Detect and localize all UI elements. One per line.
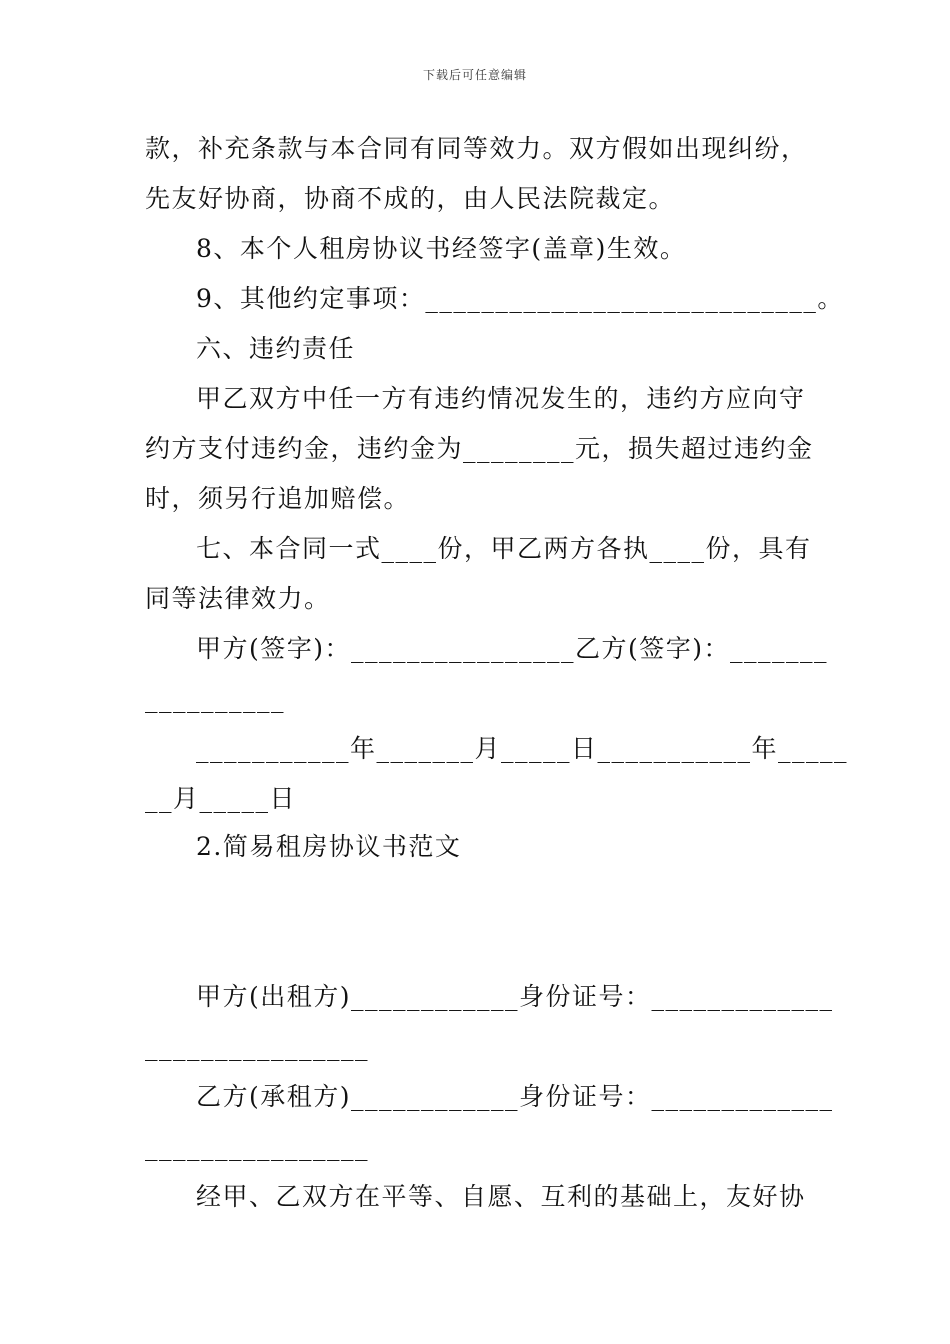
- clause-9: 9、其他约定事项：____________________________。: [196, 284, 844, 313]
- party-a-line: 甲方(出租方)____________身份证号：_____________: [196, 982, 834, 1011]
- page-header-note: 下载后可任意编辑: [422, 68, 527, 82]
- paragraph-line: 先友好协商，协商不成的，由人民法院裁定。: [145, 184, 676, 213]
- section-heading-breach: 六、违约责任: [196, 334, 356, 363]
- clause-8: 8、本个人租房协议书经签字(盖章)生效。: [196, 234, 687, 263]
- section-copies: 七、本合同一式____份，甲乙两方各执____份，具有: [196, 534, 812, 563]
- paragraph-line: 约方支付违约金，违约金为________元，损失超过违约金: [145, 434, 814, 463]
- paragraph-line: 同等法律效力。: [145, 584, 331, 613]
- party-a-line-cont: ________________: [145, 1032, 369, 1061]
- party-b-line: 乙方(承租方)____________身份证号：_____________: [196, 1082, 834, 1111]
- date-line: ___________年_______月_____日___________年_____: [196, 734, 849, 763]
- paragraph-line: 款，补充条款与本合同有同等效力。双方假如出现纠纷，: [145, 134, 808, 163]
- signature-line-cont: __________: [145, 684, 285, 713]
- section-title-simple-lease: 2.简易租房协议书范文: [196, 832, 462, 861]
- paragraph-line: 甲乙双方中任一方有违约情况发生的，违约方应向守: [196, 384, 806, 413]
- date-line-cont: __月_____日: [145, 784, 297, 813]
- party-b-line-cont: ________________: [145, 1132, 369, 1161]
- signature-line: 甲方(签字)：________________乙方(签字)：_______: [196, 634, 829, 663]
- paragraph-line: 经甲、乙双方在平等、自愿、互利的基础上，友好协: [196, 1182, 806, 1211]
- paragraph-line: 时，须另行追加赔偿。: [145, 484, 411, 513]
